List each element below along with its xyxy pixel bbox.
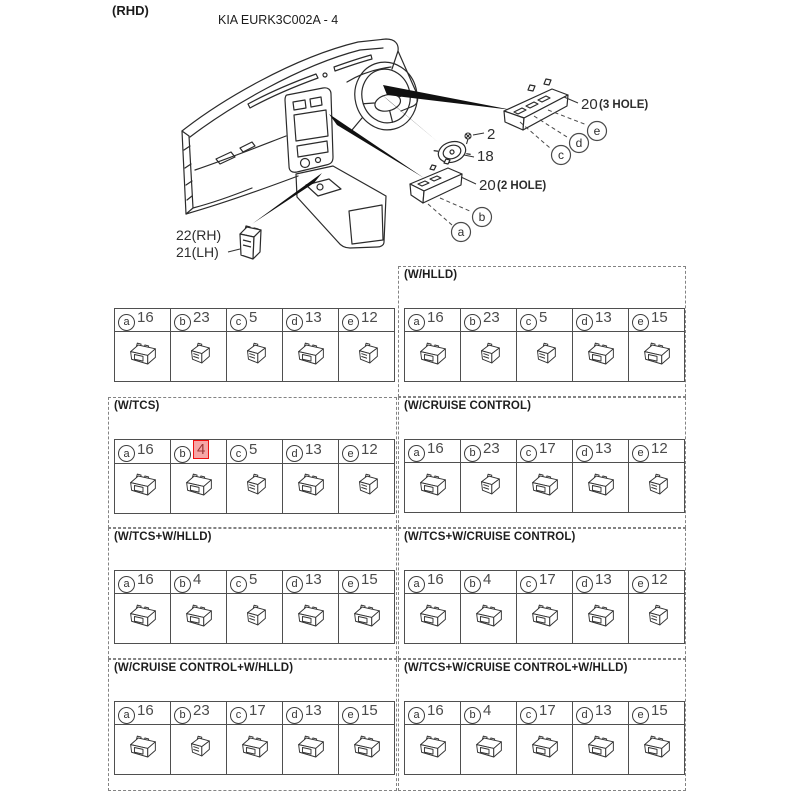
- ref-letter: b: [174, 446, 191, 463]
- part-qty: 4: [193, 571, 202, 589]
- part-qty: 15: [651, 309, 668, 327]
- switch-icon: [414, 734, 452, 761]
- switch-icon: [124, 603, 162, 630]
- part-icon-cell: [339, 594, 395, 644]
- part-icon-cell: [461, 332, 517, 382]
- switch-icon: [470, 734, 508, 761]
- ref-letter: c: [520, 576, 537, 593]
- callout-lines: [428, 110, 587, 225]
- callout-a: a: [457, 225, 465, 239]
- part-icon-cell: [171, 594, 227, 644]
- part-qty: 4: [483, 571, 492, 589]
- part-qty: 16: [137, 571, 154, 589]
- part-ref-cell[interactable]: [283, 702, 339, 725]
- part-ref-cell[interactable]: [115, 440, 171, 464]
- ref-letter: e: [632, 314, 649, 331]
- part-ref-cell[interactable]: [171, 702, 227, 725]
- part-qty: 17: [249, 702, 266, 720]
- part-icon-cell: [283, 332, 339, 382]
- part-icon-cell: [573, 725, 629, 775]
- variant-label: (W/TCS): [114, 400, 160, 412]
- part-qty: 5: [249, 309, 258, 327]
- ref-letter: d: [576, 707, 593, 724]
- part-ref-cell[interactable]: [227, 571, 283, 594]
- switch-icon: [352, 472, 382, 499]
- part-icon-cell: [461, 725, 517, 775]
- leader-line: [473, 133, 484, 135]
- part-ref-cell[interactable]: [115, 702, 171, 725]
- part-qty: 13: [595, 702, 612, 720]
- variant-label: (W/TCS+W/CRUISE CONTROL+W/HLLD): [404, 662, 628, 674]
- part-icon-cell: [629, 332, 685, 382]
- ref-letter: a: [118, 576, 135, 593]
- part-icon-cell: [115, 725, 171, 775]
- switch-icon: [526, 734, 564, 761]
- part-ref-cell[interactable]: [461, 440, 517, 463]
- part-ref-cell[interactable]: [629, 702, 685, 725]
- part-qty: 12: [361, 440, 378, 458]
- leader-arrow: [380, 93, 438, 142]
- ref-letter: b: [464, 445, 481, 462]
- variant-section: [398, 528, 686, 659]
- part-qty: 17: [539, 571, 556, 589]
- switch-icon: [638, 734, 676, 761]
- switch-icon: [184, 341, 214, 368]
- parts-table: [404, 439, 685, 513]
- ref-letter: c: [520, 314, 537, 331]
- part-qty: 16: [137, 309, 154, 327]
- part-qty: 16: [137, 702, 154, 720]
- part-ref-cell[interactable]: [227, 702, 283, 725]
- ref-letter: b: [174, 576, 191, 593]
- part-icon-cell: [339, 332, 395, 382]
- dashboard-diagram: [100, 18, 700, 270]
- leader-line: [464, 155, 474, 157]
- ref-letter: e: [342, 445, 359, 462]
- part-ref-cell[interactable]: [405, 440, 461, 463]
- part-ref-cell[interactable]: [517, 440, 573, 463]
- dashboard-art: [182, 39, 424, 248]
- part-icon-cell: [461, 594, 517, 644]
- callout-b: b: [478, 210, 486, 224]
- part-qty: 13: [305, 309, 322, 327]
- part-icon-cell: [573, 332, 629, 382]
- ref-letter: c: [230, 707, 247, 724]
- switch-icon: [292, 341, 330, 368]
- part-qty: 16: [137, 440, 154, 458]
- part-icon-cell: [171, 332, 227, 382]
- part-ref-cell[interactable]: [573, 702, 629, 725]
- part-qty: 15: [361, 571, 378, 589]
- variant-section: [398, 266, 686, 397]
- part-icon-cell: [461, 463, 517, 513]
- part-number-2: 2: [487, 126, 496, 143]
- part-icon-cell: [283, 594, 339, 644]
- variant-label: (W/CRUISE CONTROL+W/HLLD): [114, 662, 294, 674]
- part-icon-cell: [115, 332, 171, 382]
- switch-panel-2hole-art: [410, 159, 462, 203]
- switch-icon: [348, 603, 386, 630]
- variant-section: [398, 659, 686, 791]
- parts-table: [114, 701, 395, 775]
- switch-icon: [236, 734, 274, 761]
- part-icon-cell: [629, 463, 685, 513]
- part-qty: 23: [483, 309, 500, 327]
- part-qty: 12: [651, 571, 668, 589]
- ref-letter: a: [118, 707, 135, 724]
- part-ref-cell[interactable]: [405, 309, 461, 332]
- part-qty: 13: [305, 571, 322, 589]
- part-ref-cell[interactable]: [339, 309, 395, 332]
- part-ref-cell[interactable]: [115, 571, 171, 594]
- part-qty: 13: [305, 440, 322, 458]
- part-qty: 13: [305, 702, 322, 720]
- ref-letter: c: [230, 445, 247, 462]
- part-qty: 15: [361, 702, 378, 720]
- part-icon-cell: [405, 463, 461, 513]
- switch-icon: [348, 734, 386, 761]
- part-ref-cell[interactable]: [339, 571, 395, 594]
- part-icon-cell: [227, 332, 283, 382]
- parts-table: [114, 439, 395, 514]
- part-ref-cell[interactable]: [115, 309, 171, 332]
- ref-letter: a: [408, 445, 425, 462]
- part-icon-cell: [339, 463, 395, 513]
- part-ref-cell[interactable]: [517, 571, 573, 594]
- screw-art: [465, 133, 471, 144]
- part-qty: 13: [595, 571, 612, 589]
- part-qty: 16: [427, 309, 444, 327]
- callout-d: d: [575, 136, 583, 150]
- switch-icon: [180, 472, 218, 499]
- part-ref-cell[interactable]: [405, 571, 461, 594]
- part-number-20-3hole: 20: [581, 96, 598, 113]
- part-number-20-2hole-suffix: (2 HOLE): [497, 180, 547, 192]
- callout-e: e: [593, 124, 601, 138]
- ref-letter: c: [520, 707, 537, 724]
- ref-letter: b: [174, 707, 191, 724]
- variant-label: (W/CRUISE CONTROL): [404, 400, 532, 412]
- switch-icon: [642, 603, 672, 630]
- ref-letter: b: [464, 707, 481, 724]
- ref-letter: a: [408, 314, 425, 331]
- part-ref-cell[interactable]: [405, 702, 461, 725]
- part-number-18: 18: [477, 148, 494, 165]
- switch-icon: [292, 734, 330, 761]
- switch-icon: [582, 472, 620, 499]
- switch-icon: [414, 472, 452, 499]
- drive-side-label: (RHD): [112, 3, 149, 18]
- part-ref-cell[interactable]: [283, 571, 339, 594]
- switch-icon: [292, 603, 330, 630]
- part-ref-cell[interactable]: [171, 440, 227, 464]
- ref-letter: e: [342, 576, 359, 593]
- ref-letter: a: [408, 576, 425, 593]
- variant-label: (W/TCS+W/CRUISE CONTROL): [404, 531, 576, 543]
- part-qty: 12: [651, 440, 668, 458]
- ref-letter: b: [464, 576, 481, 593]
- part-qty: 17: [539, 440, 556, 458]
- switch-icon: [414, 603, 452, 630]
- part-number-20-2hole: 20: [479, 177, 496, 194]
- part-qty: 17: [539, 702, 556, 720]
- part-ref-cell[interactable]: [461, 702, 517, 725]
- part-icon-cell: [517, 332, 573, 382]
- part-icon-cell: [339, 725, 395, 775]
- part-qty: 5: [249, 440, 258, 458]
- switch-icon: [526, 472, 564, 499]
- ref-letter: e: [632, 576, 649, 593]
- part-number-20-3hole-suffix: (3 HOLE): [599, 99, 649, 111]
- part-icon-cell: [517, 463, 573, 513]
- variant-label: (W/HLLD): [404, 269, 458, 281]
- part-ref-cell[interactable]: [517, 309, 573, 332]
- page-title: KIA EURK3C002A - 4: [218, 13, 339, 27]
- switch-icon: [180, 603, 218, 630]
- part-qty: 15: [651, 702, 668, 720]
- switch-icon: [240, 472, 270, 499]
- part-icon-cell: [405, 725, 461, 775]
- part-icon-cell: [115, 463, 171, 513]
- leader-arrow: [329, 114, 424, 178]
- ref-letter: d: [576, 445, 593, 462]
- part-icon-cell: [283, 725, 339, 775]
- part-icon-cell: [517, 594, 573, 644]
- part-icon-cell: [573, 463, 629, 513]
- switch-icon: [124, 734, 162, 761]
- part-qty: 16: [427, 440, 444, 458]
- part-icon-cell: [171, 463, 227, 513]
- part-ref-cell[interactable]: [171, 571, 227, 594]
- switch-icon: [124, 472, 162, 499]
- leader-line: [228, 249, 240, 252]
- switch-icon: [184, 734, 214, 761]
- ref-letter: e: [632, 445, 649, 462]
- part-icon-cell: [629, 594, 685, 644]
- switch-icon: [292, 472, 330, 499]
- part-ref-cell[interactable]: [461, 309, 517, 332]
- part-icon-cell: [283, 463, 339, 513]
- ref-letter: c: [230, 314, 247, 331]
- part-ref-cell[interactable]: [283, 440, 339, 464]
- part-icon-cell: [227, 725, 283, 775]
- switch-icon: [414, 341, 452, 368]
- part-icon-cell: [115, 594, 171, 644]
- parts-table: [114, 570, 395, 644]
- part-icon-cell: [629, 725, 685, 775]
- ref-letter: c: [520, 445, 537, 462]
- ref-letter: a: [408, 707, 425, 724]
- callout-c: c: [558, 148, 564, 162]
- part-qty: 13: [595, 309, 612, 327]
- part-qty: 5: [539, 309, 548, 327]
- variant-section: [108, 528, 397, 659]
- leader-arrows: [252, 85, 512, 224]
- part-ref-cell[interactable]: [573, 571, 629, 594]
- ref-letter: e: [342, 314, 359, 331]
- switch-icon: [638, 341, 676, 368]
- leader-arrow: [383, 85, 512, 110]
- switch-icon: [240, 341, 270, 368]
- switch-icon: [526, 603, 564, 630]
- ref-letter: e: [342, 707, 359, 724]
- ref-letter: d: [576, 576, 593, 593]
- switch-icon: [124, 341, 162, 368]
- part-qty: 23: [193, 702, 210, 720]
- part-icon-cell: [227, 594, 283, 644]
- part-number-22: 22(RH): [176, 227, 222, 243]
- part-ref-cell[interactable]: [227, 309, 283, 332]
- parts-table: [114, 308, 395, 382]
- ref-letter: c: [230, 576, 247, 593]
- switch-2122-art: [240, 226, 261, 259]
- variant-section: [108, 266, 397, 397]
- part-ref-cell[interactable]: [629, 440, 685, 463]
- part-qty: 23: [193, 309, 210, 327]
- ref-letter: d: [286, 314, 303, 331]
- switch-icon: [474, 341, 504, 368]
- switch-icon: [470, 603, 508, 630]
- variant-section: [398, 397, 686, 528]
- part-icon-cell: [227, 463, 283, 513]
- part-ref-cell[interactable]: [517, 702, 573, 725]
- leader-line: [461, 177, 476, 184]
- bezel-art: [433, 137, 472, 167]
- part-icon-cell: [405, 332, 461, 382]
- highlighted-part-qty: 4: [193, 440, 209, 459]
- ref-letter: d: [286, 576, 303, 593]
- ref-letter: d: [576, 314, 593, 331]
- part-ref-cell[interactable]: [573, 440, 629, 463]
- part-ref-cell[interactable]: [573, 309, 629, 332]
- ref-letter: b: [174, 314, 191, 331]
- part-qty: 16: [427, 571, 444, 589]
- part-qty: 4: [483, 702, 492, 720]
- switch-icon: [582, 603, 620, 630]
- part-icon-cell: [573, 594, 629, 644]
- ref-letter: a: [118, 445, 135, 462]
- switch-icon: [642, 472, 672, 499]
- part-ref-cell[interactable]: [339, 440, 395, 464]
- part-icon-cell: [171, 725, 227, 775]
- part-ref-cell[interactable]: [227, 440, 283, 464]
- parts-table: [404, 308, 685, 382]
- ref-letter: e: [632, 707, 649, 724]
- part-qty: 5: [249, 571, 258, 589]
- switch-icon: [582, 341, 620, 368]
- part-number-21: 21(LH): [176, 244, 219, 260]
- part-ref-cell[interactable]: [339, 702, 395, 725]
- variant-label: (W/TCS+W/HLLD): [114, 531, 212, 543]
- ref-letter: d: [286, 445, 303, 462]
- variant-section: [108, 659, 397, 791]
- switch-icon: [474, 472, 504, 499]
- switch-icon: [240, 603, 270, 630]
- part-ref-cell[interactable]: [283, 309, 339, 332]
- part-icon-cell: [405, 594, 461, 644]
- parts-table: [404, 570, 685, 644]
- part-ref-cell[interactable]: [461, 571, 517, 594]
- part-ref-cell[interactable]: [629, 571, 685, 594]
- switch-icon: [352, 341, 382, 368]
- part-qty: 13: [595, 440, 612, 458]
- ref-letter: b: [464, 314, 481, 331]
- part-ref-cell[interactable]: [629, 309, 685, 332]
- part-qty: 16: [427, 702, 444, 720]
- switch-panel-3hole-art: [504, 79, 568, 130]
- variant-section: [108, 397, 397, 528]
- ref-letter: d: [286, 707, 303, 724]
- ref-letter: a: [118, 314, 135, 331]
- part-ref-cell[interactable]: [171, 309, 227, 332]
- part-qty: 23: [483, 440, 500, 458]
- switch-icon: [582, 734, 620, 761]
- part-qty: 12: [361, 309, 378, 327]
- part-icon-cell: [517, 725, 573, 775]
- switch-icon: [530, 341, 560, 368]
- parts-table: [404, 701, 685, 775]
